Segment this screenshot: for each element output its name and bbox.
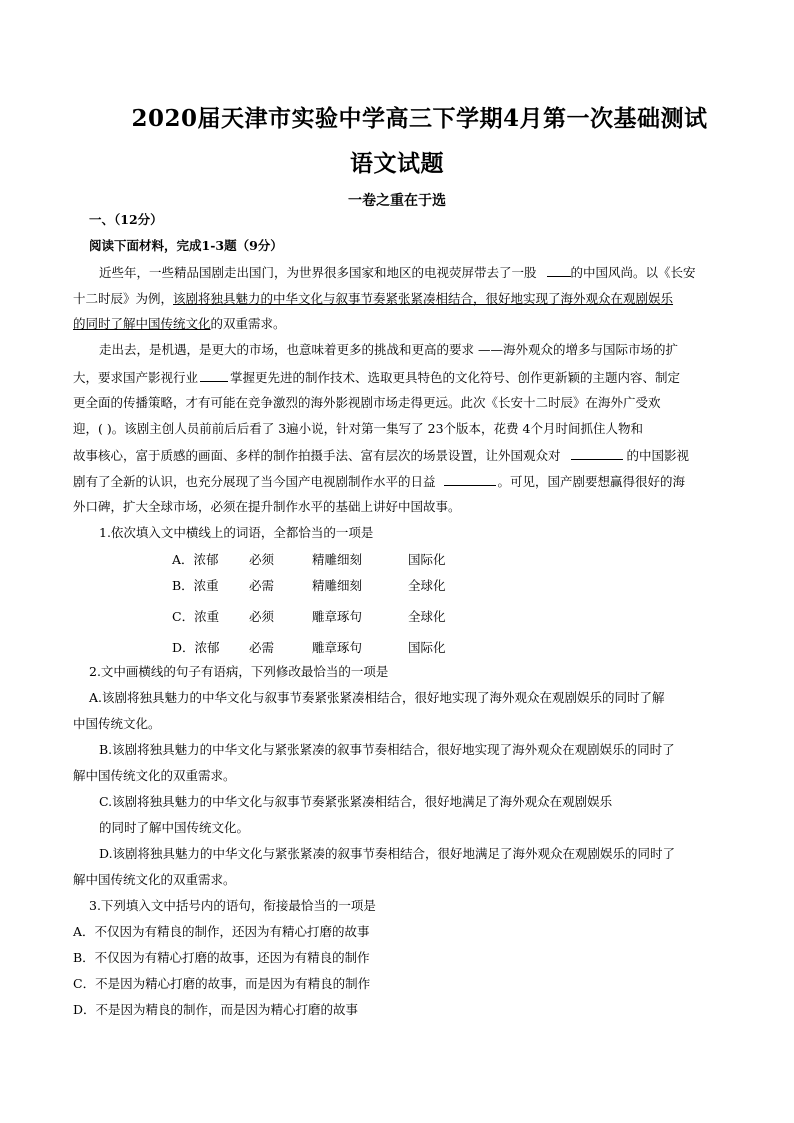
q2-option-c[interactable]: C.该剧将独具魅力的中华文化与叙事节奏紧张紧凑相结合，很好地满足了海外观众在观剧娱乐 [99, 794, 613, 809]
q2-option-b[interactable]: B.该剧将独具魅力的中华文化与紧张紧凑的叙事节奏相结合，很好地实现了海外观众在观剧娱乐的同时了 [99, 742, 675, 757]
passage-text: 的中国风尚。以《长安 [570, 265, 696, 280]
underlined-sentence: 的同时了解中国传统文化 [73, 316, 211, 331]
passage-text: 的中国影视 [626, 448, 690, 463]
passage-line [73, 473, 685, 490]
underlined-sentence: 该剧将独具魅力的中华文化与叙事节奏紧张紧凑相结合，很好地实现了海外观众在观剧娱乐 [173, 291, 674, 306]
option-word: 必需 [249, 578, 275, 593]
page-subtitle: 语文试题 [350, 150, 444, 177]
passage-text: 掌握更先进的制作技术、选取更具特色的文化符号、创作更新颖的主题内容、制定 [230, 370, 681, 385]
passage-text: 故事核心，富于质感的画面、多样的制作拍摄手法、富有层次的场景设置，让外国观众对 [73, 448, 561, 463]
option-word: 必须 [249, 552, 275, 567]
passage-text: 十二时辰》为例， [73, 291, 174, 306]
option-word: 全球化 [408, 578, 446, 593]
option-label: D．浓郁 [172, 640, 220, 655]
q3-option-d[interactable]: D．不是因为精良的制作，而是因为精心打磨的故事 [73, 1002, 359, 1017]
option-word: 国际化 [408, 552, 446, 567]
passage-text: 剧有了全新的认识，也充分展现了当今国产电视剧制作水平的日益 [73, 474, 436, 489]
question-1-stem: 1.依次填入文中横线上的词语，全都恰当的一项是 [99, 525, 374, 540]
passage-line: 外口碑，扩大全球市场，必须在提升制作水平的基础上讲好中国故事。 [73, 499, 461, 514]
option-word: 必需 [249, 640, 275, 655]
passage-line [73, 369, 680, 386]
option-word: 全球化 [408, 609, 446, 624]
option-word: 国际化 [408, 640, 446, 655]
option-label: A．浓郁 [172, 552, 219, 567]
q2-option-b-cont: 解中国传统文化的双重需求。 [73, 768, 236, 783]
reading-instruction: 阅读下面材料，完成1-3题（9分） [89, 238, 283, 253]
passage-text: 。可见，国产剧要想赢得很好的海 [497, 474, 686, 489]
fill-blank [200, 369, 228, 382]
q3-option-c[interactable]: C．不是因为精心打磨的故事，而是因为有精良的制作 [73, 976, 371, 991]
q2-option-a[interactable]: A.该剧将独具魅力的中华文化与叙事节奏紧张紧凑相结合，很好地实现了海外观众在观剧娱乐的同时了解 [89, 690, 665, 705]
passage-line [73, 291, 673, 307]
q3-option-b[interactable]: B．不仅因为有精心打磨的故事，还因为有精良的制作 [73, 950, 370, 965]
option-word: 精雕细刻 [312, 552, 363, 567]
fill-blank [571, 447, 623, 460]
q2-option-d[interactable]: D.该剧将独具魅力的中华文化与紧张紧凑的叙事节奏相结合，很好地满足了海外观众在观剧娱乐的同时了 [99, 846, 676, 861]
passage-text: 近些年，一些精品国剧走出国门，为世界很多国家和地区的电视荧屏带去了一股 [99, 265, 537, 280]
question-3-stem: 3.下列填入文中括号内的语句，衔接最恰当的一项是 [89, 898, 376, 913]
passage-line: 更全面的传播策略，才有可能在竞争激烈的海外影视剧市场走得更远。此次《长安十二时辰》在海外广受欢 [73, 395, 661, 410]
passage-text: 的双重需求。 [210, 316, 286, 331]
fill-blank [444, 473, 496, 486]
passage-line: 迎，( )。该剧主创人员前前后后看了 3遍小说，针对第一集写了 23个版本，花费 4个月时间抓住人物和 [73, 421, 643, 436]
option-label: B．浓重 [172, 578, 219, 593]
question-2-stem: 2.文中画横线的句子有语病，下列修改最恰当的一项是 [89, 664, 389, 679]
passage-line [99, 264, 696, 281]
passage-line: 走出去，是机遇，是更大的市场，也意味着更多的挑战和更高的要求 ——海外观众的增多与国际市场的扩 [99, 342, 678, 357]
passage-text: 大，要求国产影视行业 [73, 370, 199, 385]
option-word: 雕章琢句 [312, 609, 363, 624]
option-word: 必须 [249, 609, 275, 624]
page-title: 2020届天津市实验中学高三下学期4月第一次基础测试 [131, 105, 708, 132]
q3-option-a[interactable]: A．不仅因为有精良的制作，还因为有精心打磨的故事 [73, 924, 370, 939]
fill-blank [547, 264, 571, 277]
q2-option-c-cont: 的同时了解中国传统文化。 [99, 820, 250, 835]
passage-line [73, 316, 286, 332]
part-heading: 一、（12分） [89, 212, 163, 227]
q2-option-a-cont: 中国传统文化。 [73, 716, 161, 731]
section-title: 一卷之重在于选 [348, 193, 446, 209]
passage-line [73, 447, 689, 464]
option-word: 雕章琢句 [312, 640, 363, 655]
option-label: C．浓重 [172, 609, 220, 624]
option-word: 精雕细刻 [312, 578, 363, 593]
q2-option-d-cont: 解中国传统文化的双重需求。 [73, 872, 236, 887]
